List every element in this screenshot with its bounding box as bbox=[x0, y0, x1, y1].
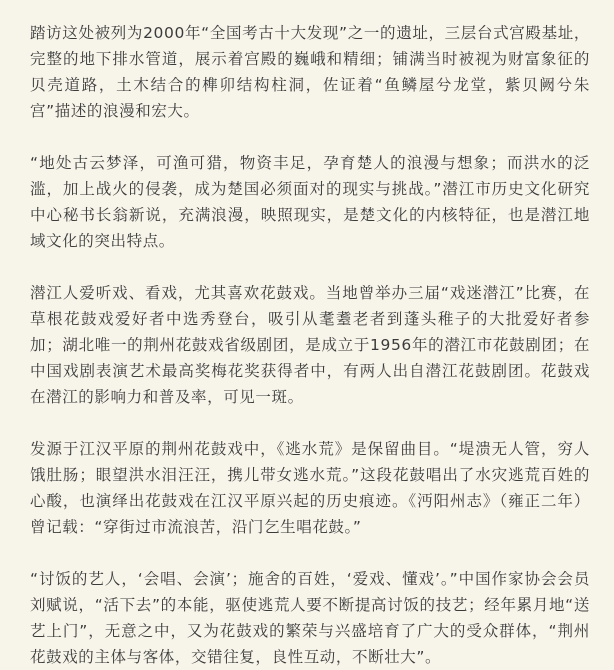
paragraph-chu-culture: “地处古云梦泽，可渔可猎，物资丰足，孕育楚人的浪漫与想象；而洪水的泛滥，加上战火的侵袭，成为楚国必须面对的现实与挑战。”潜江市历史文化研究中心秘书长翁新说，充满浪漫，映照现实，是楚文化的内核特征，也是潜江地域文化的突出特点。 bbox=[30, 154, 590, 250]
paragraph-excavation-site: 踏访这处被列为2000年“全国考古十大发现”之一的遗址，三层台式宫殿基址，完整的地下排水管道，展示着宫殿的巍峨和精细；铺满当时被视为财富象征的贝壳道路，土木结合的榫卯结构柱洞，佐证着“鱼鳞屋兮龙堂，紫贝阙兮朱宫”描述的浪漫和宏大。 bbox=[30, 24, 590, 120]
paragraph-taoshuihuang: 发源于江汉平原的荆州花鼓戏中，《逃水荒》是保留曲目。“堤溃无人管，穷人饿肚肠；眼望洪水泪汪汪，携儿带女逃水荒。”这段花鼓唱出了水灾逃荒百姓的心酸，也演绎出花鼓戏在江汉平原兴起的历史痕迹。《沔阳州志》（雍正二年）曾记载：“穿街过市流浪苦，沿门乞生唱花鼓。” bbox=[30, 440, 590, 536]
paragraph-begging-artists: “讨饭的艺人，‘会唱、会演’；施舍的百姓，‘爱戏、懂戏’。”中国作家协会会员刘赋说，“活下去”的本能，驱使逃荒人要不断提高讨饭的技艺；经年累月地“送艺上门”，无意之中，又为花鼓戏的繁荣与兴盛培育了广大的受众群体，“荆州花鼓戏的主体与客体，交错往复，良性互动，不断壮大”。 bbox=[30, 570, 590, 666]
paragraph-huagu-opera-popularity: 潜江人爱听戏、看戏，尤其喜欢花鼓戏。当地曾举办三届“戏迷潜江”比赛，在草根花鼓戏爱好者中选秀登台，吸引从耄耋老者到蓬头稚子的大批爱好者参加；湖北唯一的荆州花鼓戏省级剧团，是成立于1956年的潜江市花鼓剧团；在中国戏剧表演艺术最高奖梅花奖获得者中，有两人出自潜江花鼓剧团。花鼓戏在潜江的影响力和普及率，可见一斑。 bbox=[30, 284, 590, 406]
